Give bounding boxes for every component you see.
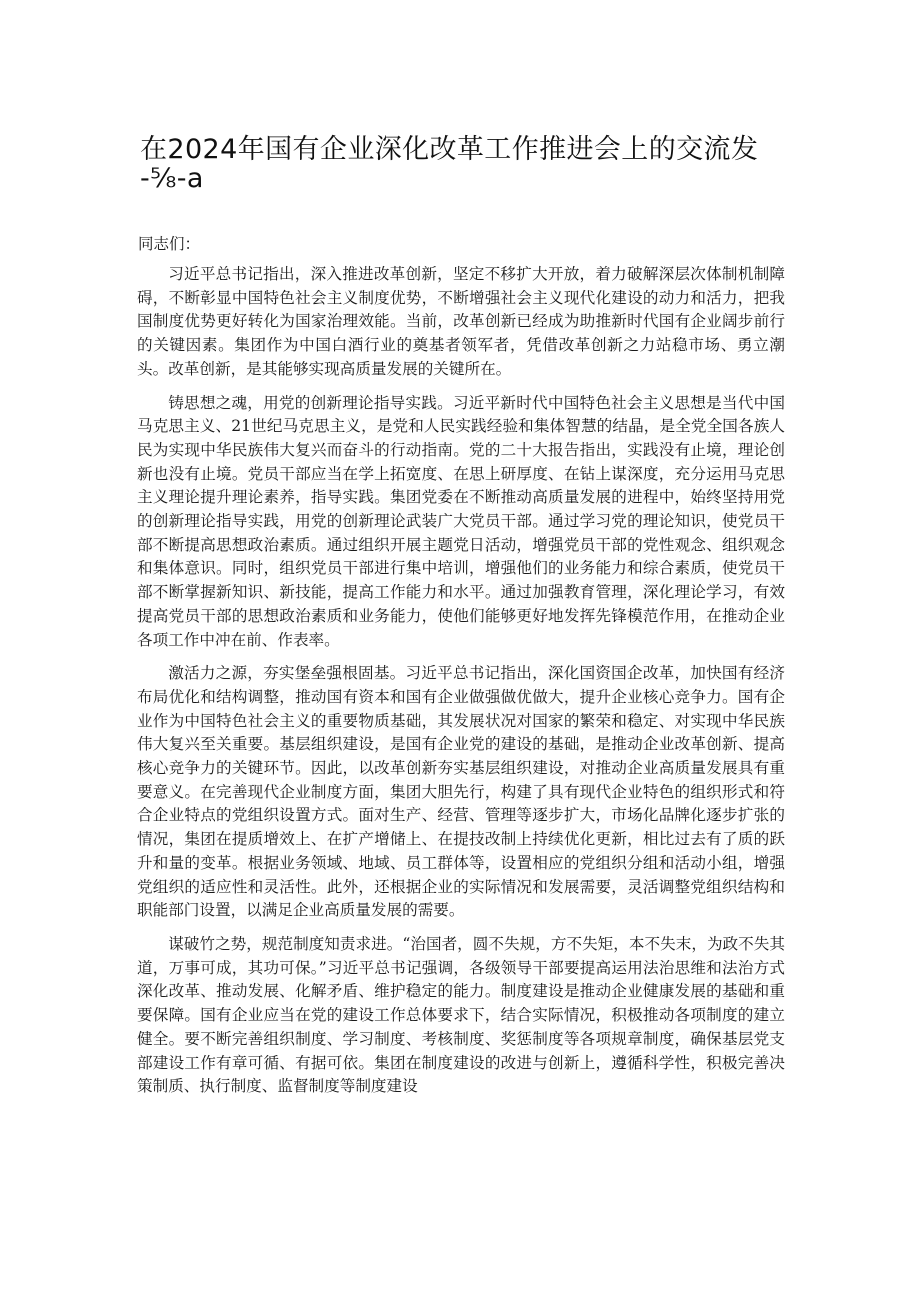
document-title-line-1: 在2024年国有企业深化改革工作推进会上的交流发 [140,134,759,165]
document-title-line-2: -⅝-a [140,163,204,194]
paragraph-2: 铸思想之魂，用党的创新理论指导实践。习近平新时代中国特色社会主义思想是当代中国马克思主义、21世纪马克思主义，是党和人民实践经验和集体智慧的结晶，是全党全国各族人民为实现中华民族伟大复兴而奋斗的行动指南。党的二十大报告指出，实践没有止境，理论创新也没有止境。党员干部应当在学上拓宽度、在思上研厚度、在钻上谋深度，充分运用马克思主义理论提升理论素养，指导实践。集团党委在不断推动高质量发展的进程中，始终坚持用党的创新理论指导实践，用党的创新理论武装广大党员干部。通过学习党的理论知识，使党员干部不断提高思想政治素质。通过组织开展主题党日活动，增强党员干部的党性观念、组织观念和集体意识。同时，组织党员干部进行集中培训，增强他们的业务能力和综合素质，使党员干部不断掌握新知识、新技能，提高工作能力和水平。通过加强教育管理，深化理论学习，有效提高党员干部的思想政治素质和业务能力，使他们能够更好地发挥先锋模范作用，在推动企业各项工作中冲在前、作表率。 [137,393,785,649]
paragraph-4: 谋破竹之势，规范制度知责求进。“治国者，圆不失规，方不失矩，本不失末，为政不失其道，万事可成，其功可保。”习近平总书记强调，各级领导干部要提高运用法治思维和法治方式深化改革、推动发展、化解矛盾、维护稳定的能力。制度建设是推动企业健康发展的基础和重要保障。国有企业应当在党的建设工作总体要求下，结合实际情况，积极推动各项制度的建立健全。要不断完善组织制度、学习制度、考核制度、奖惩制度等各项规章制度，确保基层党支部建设工作有章可循、有据可依。集团在制度建设的改进与创新上，遵循科学性，积极完善决策制质、执行制度、监督制度等制度建设 [137,934,785,1096]
paragraph-1: 习近平总书记指出，深入推进改革创新，坚定不移扩大开放，着力破解深层次体制机制障碍，不断彰显中国特色社会主义制度优势，不断增强社会主义现代化建设的动力和活力，把我国制度优势更好转化为国家治理效能。当前，改革创新已经成为助推新时代国有企业阔步前行的关键因素。集团作为中国白酒行业的奠基者领军者，凭借改革创新之力站稳市场、勇立潮头。改革创新，是其能够实现高质量发展的关键所在。 [137,265,785,378]
paragraph-3: 激活力之源，夯实堡垒强根固基。习近平总书记指出，深化国资国企改革，加快国有经济布局优化和结构调整，推动国有资本和国有企业做强做优做大，提升企业核心竞争力。国有企业作为中国特色社会主义的重要物质基础，其发展状况对国家的繁荣和稳定、对实现中华民族伟大复兴至关重要。基层组织建设，是国有企业党的建设的基础，是推动企业改革创新、提高核心竞争力的关键环节。因此，以改革创新夯实基层组织建设，对推动企业高质量发展具有重要意义。在完善现代企业制度方面，集团大胆先行，构建了具有现代企业特色的组织形式和符合企业特点的党组织设置方式。面对生产、经营、管理等逐步扩大，市场化品牌化逐步扩张的情况，集团在提质增效上、在扩产增储上、在提技改制上持续优化更新，相比过去有了质的跃升和量的变革。根据业务领域、地域、员工群体等，设置相应的党组织分组和活动小组，增强党组织的适应性和灵活性。此外，还根据企业的实际情况和发展需要，灵活调整党组织结构和职能部门设置，以满足企业高质量发展的需要。 [137,664,785,920]
document-body [137,263,785,1109]
greeting: 同志们： [138,235,201,253]
